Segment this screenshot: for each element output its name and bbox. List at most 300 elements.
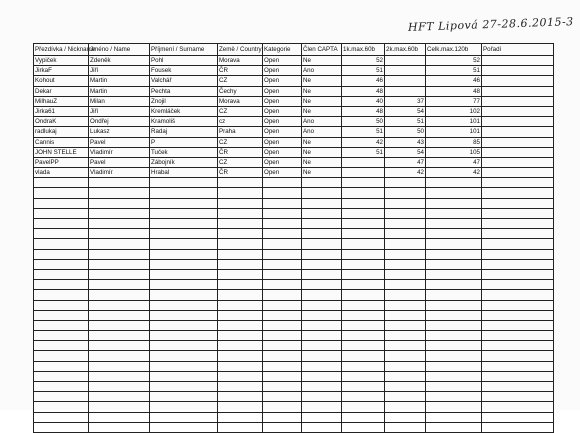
- cell-rank: [482, 127, 554, 137]
- empty-cell: [385, 280, 426, 290]
- empty-table-row: [34, 422, 554, 432]
- empty-table-row: [34, 402, 554, 412]
- empty-cell: [218, 402, 263, 412]
- cell-category: Open: [263, 96, 302, 106]
- empty-cell: [385, 259, 426, 269]
- empty-cell: [34, 198, 89, 208]
- empty-cell: [218, 249, 263, 259]
- empty-cell: [263, 320, 302, 330]
- col-header-round2: 2k.max.60b: [385, 44, 426, 56]
- empty-cell: [34, 219, 89, 229]
- empty-cell: [263, 361, 302, 371]
- table-row: [34, 147, 554, 157]
- cell-round2: [385, 76, 426, 86]
- col-header-round1: 1k.max.60b: [342, 44, 385, 56]
- table-row: [34, 66, 554, 76]
- cell-surname: Kramoliš: [150, 117, 218, 127]
- col-header-name: Jméno / Name: [89, 44, 150, 56]
- cell-surname: Pechta: [150, 86, 218, 96]
- empty-cell: [426, 280, 482, 290]
- empty-cell: [385, 351, 426, 361]
- empty-cell: [342, 300, 385, 310]
- cell-total: 47: [426, 157, 482, 167]
- empty-cell: [342, 259, 385, 269]
- cell-nickname: PavelPP: [34, 157, 89, 167]
- empty-cell: [150, 351, 218, 361]
- empty-cell: [89, 392, 150, 402]
- empty-cell: [263, 412, 302, 422]
- empty-cell: [302, 269, 342, 279]
- empty-cell: [342, 320, 385, 330]
- empty-cell: [385, 310, 426, 320]
- cell-surname: Kremláček: [150, 106, 218, 116]
- cell-country: CZ: [218, 137, 263, 147]
- cell-country: Morava: [218, 56, 263, 66]
- col-header-country: Země / Country: [218, 44, 263, 56]
- empty-cell: [263, 290, 302, 300]
- empty-cell: [342, 198, 385, 208]
- empty-cell: [218, 382, 263, 392]
- table-row: [34, 117, 554, 127]
- empty-cell: [342, 371, 385, 381]
- cell-round1: 46: [342, 76, 385, 86]
- cell-total: 46: [426, 76, 482, 86]
- empty-table-row: [34, 290, 554, 300]
- empty-cell: [34, 422, 89, 432]
- empty-cell: [150, 402, 218, 412]
- empty-cell: [263, 351, 302, 361]
- empty-table-row: [34, 178, 554, 188]
- empty-cell: [89, 320, 150, 330]
- empty-cell: [342, 178, 385, 188]
- empty-cell: [482, 310, 554, 320]
- empty-cell: [34, 412, 89, 422]
- empty-cell: [34, 249, 89, 259]
- cell-nickname: JOHN STELLE: [34, 147, 89, 157]
- empty-cell: [426, 229, 482, 239]
- empty-cell: [218, 188, 263, 198]
- cell-category: Open: [263, 106, 302, 116]
- empty-cell: [150, 259, 218, 269]
- empty-cell: [342, 229, 385, 239]
- empty-cell: [218, 239, 263, 249]
- empty-cell: [426, 269, 482, 279]
- cell-name: Martin: [89, 76, 150, 86]
- empty-cell: [385, 290, 426, 300]
- empty-cell: [482, 412, 554, 422]
- empty-cell: [482, 219, 554, 229]
- header-row: [34, 44, 554, 56]
- empty-cell: [34, 361, 89, 371]
- empty-cell: [263, 331, 302, 341]
- empty-cell: [150, 320, 218, 330]
- empty-cell: [302, 280, 342, 290]
- empty-cell: [263, 178, 302, 188]
- cell-round1: 48: [342, 86, 385, 96]
- cell-round2: 51: [385, 117, 426, 127]
- empty-table-row: [34, 392, 554, 402]
- empty-cell: [482, 382, 554, 392]
- empty-cell: [482, 422, 554, 432]
- empty-cell: [342, 290, 385, 300]
- empty-cell: [218, 412, 263, 422]
- cell-nickname: Kohout: [34, 76, 89, 86]
- empty-cell: [342, 382, 385, 392]
- cell-round2: 50: [385, 127, 426, 137]
- empty-cell: [34, 392, 89, 402]
- empty-table-row: [34, 412, 554, 422]
- empty-cell: [385, 320, 426, 330]
- empty-cell: [89, 219, 150, 229]
- cell-round2: [385, 86, 426, 96]
- cell-total: 52: [426, 56, 482, 66]
- cell-total: 105: [426, 147, 482, 157]
- cell-round2: 37: [385, 96, 426, 106]
- empty-cell: [89, 412, 150, 422]
- cell-round2: 42: [385, 168, 426, 178]
- cell-name: Jiří: [89, 66, 150, 76]
- handwritten-event-note: HFT Lipová 27-28.6.2015-3: [407, 15, 574, 34]
- empty-cell: [34, 239, 89, 249]
- cell-round1: 51: [342, 66, 385, 76]
- empty-cell: [89, 229, 150, 239]
- empty-cell: [150, 229, 218, 239]
- empty-cell: [302, 239, 342, 249]
- cell-surname: Radaj: [150, 127, 218, 137]
- empty-cell: [385, 402, 426, 412]
- empty-cell: [218, 331, 263, 341]
- cell-country: ČR: [218, 168, 263, 178]
- empty-cell: [89, 188, 150, 198]
- cell-round1: 52: [342, 56, 385, 66]
- empty-cell: [426, 402, 482, 412]
- cell-surname: Fousek: [150, 66, 218, 76]
- empty-cell: [342, 219, 385, 229]
- cell-round1: [342, 157, 385, 167]
- empty-cell: [263, 382, 302, 392]
- empty-cell: [482, 402, 554, 412]
- empty-cell: [482, 208, 554, 218]
- empty-cell: [385, 219, 426, 229]
- empty-cell: [385, 178, 426, 188]
- empty-cell: [150, 188, 218, 198]
- empty-table-row: [34, 331, 554, 341]
- empty-cell: [426, 320, 482, 330]
- empty-cell: [150, 382, 218, 392]
- table-row: [34, 168, 554, 178]
- cell-rank: [482, 147, 554, 157]
- cell-capta-member: Ne: [302, 157, 342, 167]
- empty-cell: [89, 290, 150, 300]
- empty-cell: [89, 422, 150, 432]
- empty-cell: [482, 300, 554, 310]
- empty-table-row: [34, 249, 554, 259]
- cell-category: Open: [263, 86, 302, 96]
- empty-cell: [263, 219, 302, 229]
- empty-cell: [426, 249, 482, 259]
- empty-cell: [263, 280, 302, 290]
- cell-name: Vladimír: [89, 168, 150, 178]
- empty-cell: [426, 351, 482, 361]
- cell-capta-member: Ano: [302, 117, 342, 127]
- empty-cell: [426, 361, 482, 371]
- empty-table-row: [34, 269, 554, 279]
- empty-cell: [218, 351, 263, 361]
- empty-cell: [426, 239, 482, 249]
- empty-cell: [302, 382, 342, 392]
- empty-cell: [263, 341, 302, 351]
- empty-cell: [426, 422, 482, 432]
- empty-cell: [342, 208, 385, 218]
- cell-nickname: Dekar: [34, 86, 89, 96]
- empty-cell: [218, 259, 263, 269]
- cell-country: Čechy: [218, 86, 263, 96]
- cell-country: Praha: [218, 127, 263, 137]
- empty-table-row: [34, 382, 554, 392]
- cell-round2: 47: [385, 157, 426, 167]
- empty-table-row: [34, 351, 554, 361]
- empty-cell: [482, 280, 554, 290]
- empty-cell: [89, 310, 150, 320]
- cell-country: CZ: [218, 157, 263, 167]
- col-header-nickname: Přezdívka / Nickname: [34, 44, 89, 56]
- cell-country: ČR: [218, 66, 263, 76]
- empty-cell: [385, 188, 426, 198]
- empty-table-row: [34, 310, 554, 320]
- cell-capta-member: Ne: [302, 96, 342, 106]
- cell-total: 101: [426, 117, 482, 127]
- empty-cell: [302, 361, 342, 371]
- empty-cell: [426, 341, 482, 351]
- cell-surname: Pohl: [150, 56, 218, 66]
- cell-total: 85: [426, 137, 482, 147]
- empty-cell: [342, 422, 385, 432]
- empty-table-row: [34, 259, 554, 269]
- empty-cell: [385, 361, 426, 371]
- empty-cell: [302, 412, 342, 422]
- empty-cell: [426, 208, 482, 218]
- cell-nickname: radlukaj: [34, 127, 89, 137]
- cell-capta-member: Ne: [302, 137, 342, 147]
- empty-cell: [89, 259, 150, 269]
- empty-cell: [34, 402, 89, 412]
- empty-cell: [482, 351, 554, 361]
- cell-country: Morava: [218, 96, 263, 106]
- cell-round2: [385, 66, 426, 76]
- empty-cell: [34, 300, 89, 310]
- col-header-total: Celk.max.120b: [426, 44, 482, 56]
- empty-cell: [426, 392, 482, 402]
- empty-cell: [426, 300, 482, 310]
- cell-surname: Hrabal: [150, 168, 218, 178]
- cell-nickname: OndraK: [34, 117, 89, 127]
- cell-capta-member: Ano: [302, 127, 342, 137]
- cell-rank: [482, 86, 554, 96]
- empty-cell: [150, 412, 218, 422]
- empty-cell: [302, 259, 342, 269]
- empty-cell: [34, 371, 89, 381]
- cell-category: Open: [263, 168, 302, 178]
- empty-cell: [342, 361, 385, 371]
- empty-cell: [218, 280, 263, 290]
- empty-cell: [482, 269, 554, 279]
- empty-cell: [302, 188, 342, 198]
- empty-cell: [385, 269, 426, 279]
- cell-name: Milan: [89, 96, 150, 106]
- empty-cell: [342, 402, 385, 412]
- empty-cell: [482, 371, 554, 381]
- empty-cell: [385, 249, 426, 259]
- empty-cell: [150, 219, 218, 229]
- cell-round2: 54: [385, 106, 426, 116]
- cell-round1: 48: [342, 106, 385, 116]
- empty-cell: [89, 331, 150, 341]
- empty-cell: [263, 208, 302, 218]
- empty-cell: [263, 259, 302, 269]
- empty-cell: [426, 259, 482, 269]
- cell-total: 77: [426, 96, 482, 106]
- empty-table-row: [34, 198, 554, 208]
- empty-cell: [218, 300, 263, 310]
- empty-cell: [34, 331, 89, 341]
- cell-name: Vladimír: [89, 147, 150, 157]
- empty-cell: [302, 341, 342, 351]
- empty-cell: [385, 208, 426, 218]
- cell-category: Open: [263, 157, 302, 167]
- empty-cell: [218, 371, 263, 381]
- empty-cell: [89, 280, 150, 290]
- empty-cell: [302, 219, 342, 229]
- cell-nickname: vlada: [34, 168, 89, 178]
- empty-cell: [218, 290, 263, 300]
- cell-round1: 42: [342, 137, 385, 147]
- empty-cell: [482, 178, 554, 188]
- empty-cell: [150, 392, 218, 402]
- empty-cell: [263, 300, 302, 310]
- cell-name: Jiří: [89, 106, 150, 116]
- table-row: [34, 96, 554, 106]
- table-row: [34, 86, 554, 96]
- empty-cell: [482, 331, 554, 341]
- col-header-surname: Příjmení / Surname: [150, 44, 218, 56]
- cell-category: Open: [263, 137, 302, 147]
- empty-cell: [89, 351, 150, 361]
- empty-cell: [385, 341, 426, 351]
- empty-cell: [385, 422, 426, 432]
- cell-surname: Tuček: [150, 147, 218, 157]
- empty-cell: [150, 198, 218, 208]
- empty-cell: [342, 331, 385, 341]
- empty-cell: [89, 382, 150, 392]
- cell-category: Open: [263, 76, 302, 86]
- empty-cell: [89, 361, 150, 371]
- empty-cell: [342, 249, 385, 259]
- empty-cell: [89, 269, 150, 279]
- empty-cell: [89, 178, 150, 188]
- empty-cell: [342, 412, 385, 422]
- empty-cell: [302, 249, 342, 259]
- empty-cell: [302, 422, 342, 432]
- cell-country: CZ: [218, 106, 263, 116]
- empty-cell: [385, 412, 426, 422]
- cell-capta-member: Ano: [302, 66, 342, 76]
- empty-table-row: [34, 229, 554, 239]
- empty-cell: [426, 290, 482, 300]
- empty-cell: [150, 280, 218, 290]
- empty-cell: [263, 188, 302, 198]
- empty-cell: [302, 229, 342, 239]
- cell-surname: Zábojník: [150, 157, 218, 167]
- empty-cell: [342, 280, 385, 290]
- empty-cell: [150, 371, 218, 381]
- empty-cell: [218, 178, 263, 188]
- empty-cell: [482, 239, 554, 249]
- empty-cell: [426, 331, 482, 341]
- empty-cell: [218, 229, 263, 239]
- empty-table-row: [34, 371, 554, 381]
- table-body: [34, 56, 554, 433]
- cell-round2: [385, 56, 426, 66]
- cell-round1: 51: [342, 147, 385, 157]
- empty-table-row: [34, 361, 554, 371]
- empty-cell: [302, 310, 342, 320]
- empty-cell: [342, 392, 385, 402]
- cell-capta-member: Ne: [302, 147, 342, 157]
- empty-cell: [482, 290, 554, 300]
- empty-cell: [218, 310, 263, 320]
- empty-cell: [263, 239, 302, 249]
- empty-cell: [218, 422, 263, 432]
- empty-table-row: [34, 208, 554, 218]
- empty-cell: [89, 300, 150, 310]
- col-header-rank: Pořadí: [482, 44, 554, 56]
- table-row: [34, 137, 554, 147]
- empty-cell: [426, 382, 482, 392]
- empty-cell: [150, 310, 218, 320]
- empty-table-row: [34, 219, 554, 229]
- empty-cell: [89, 402, 150, 412]
- cell-surname: Znojil: [150, 96, 218, 106]
- empty-cell: [302, 402, 342, 412]
- cell-name: Lukasz: [89, 127, 150, 137]
- empty-cell: [385, 239, 426, 249]
- cell-country: cz: [218, 117, 263, 127]
- empty-cell: [302, 371, 342, 381]
- cell-category: Open: [263, 56, 302, 66]
- empty-cell: [150, 341, 218, 351]
- empty-cell: [150, 300, 218, 310]
- empty-cell: [150, 269, 218, 279]
- empty-cell: [89, 198, 150, 208]
- cell-nickname: Vypiček: [34, 56, 89, 66]
- empty-cell: [426, 198, 482, 208]
- empty-cell: [150, 361, 218, 371]
- empty-cell: [34, 290, 89, 300]
- cell-round1: 51: [342, 127, 385, 137]
- empty-cell: [34, 280, 89, 290]
- empty-cell: [426, 371, 482, 381]
- empty-cell: [482, 361, 554, 371]
- col-header-capta-member: Člen CAPTA: [302, 44, 342, 56]
- cell-name: Pavel: [89, 157, 150, 167]
- empty-cell: [34, 341, 89, 351]
- cell-nickname: Cannis: [34, 137, 89, 147]
- cell-nickname: MilhauZ: [34, 96, 89, 106]
- empty-cell: [150, 208, 218, 218]
- empty-cell: [385, 331, 426, 341]
- empty-cell: [385, 300, 426, 310]
- empty-cell: [302, 331, 342, 341]
